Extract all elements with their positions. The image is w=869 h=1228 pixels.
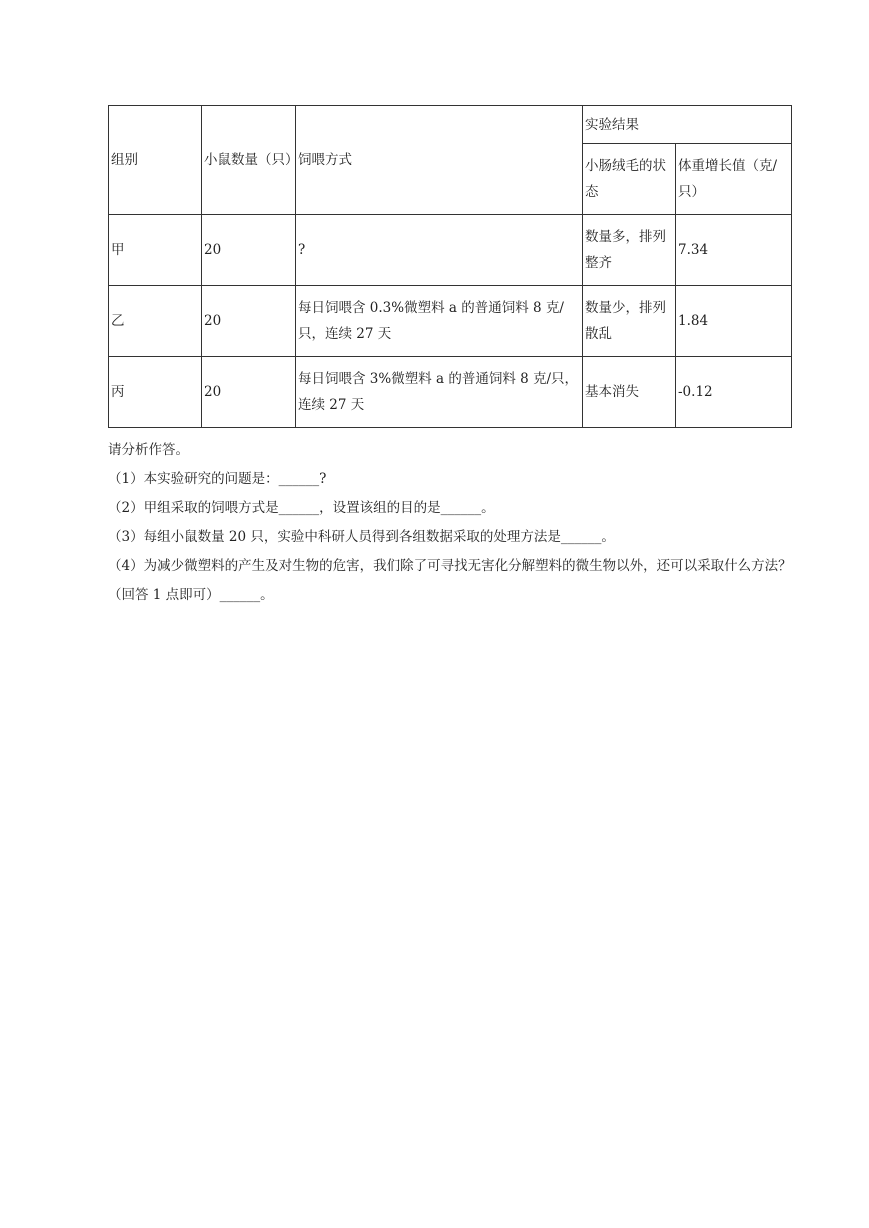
- cell-count: 20: [202, 215, 296, 286]
- cell-villi: 基本消失: [583, 357, 676, 428]
- header-result: 实验结果: [583, 106, 792, 144]
- cell-feeding: 每日饲喂含 0.3%微塑料 a 的普通饲料 8 克/只，连续 27 天: [296, 286, 583, 357]
- table-header-row: [109, 106, 792, 144]
- cell-group: 乙: [109, 286, 202, 357]
- cell-weight: 1.84: [676, 286, 792, 357]
- cell-group: 丙: [109, 357, 202, 428]
- question-4: （4）为减少微塑料的产生及对生物的危害，我们除了可寻找无害化分解塑料的微生物以外，还可以采取什么方法？（回答 1 点即可）______。: [108, 558, 792, 603]
- question-3: （3）每组小鼠数量 20 只，实验中科研人员得到各组数据采取的处理方法是______。: [108, 529, 615, 545]
- header-group: 组别: [109, 106, 202, 215]
- table-row: [109, 357, 792, 428]
- cell-group: 甲: [109, 215, 202, 286]
- cell-weight: -0.12: [676, 357, 792, 428]
- header-mouse-count: 小鼠数量（只）: [202, 106, 296, 215]
- header-weight: 体重增长值（克/只）: [676, 144, 792, 215]
- table-row: [109, 286, 792, 357]
- intro-text: 请分析作答。: [108, 442, 189, 458]
- question-2: （2）甲组采取的饲喂方式是______，设置该组的目的是______。: [108, 500, 495, 516]
- cell-weight: 7.34: [676, 215, 792, 286]
- question-1: （1）本实验研究的问题是：______?: [108, 471, 327, 487]
- experiment-table: [108, 105, 792, 428]
- table-row: [109, 215, 792, 286]
- cell-count: 20: [202, 286, 296, 357]
- cell-villi: 数量多，排列整齐: [583, 215, 676, 286]
- header-villi: 小肠绒毛的状态: [583, 144, 676, 215]
- header-feeding: 饲喂方式: [296, 106, 583, 215]
- cell-feeding: ?: [296, 215, 583, 286]
- cell-feeding: 每日饲喂含 3%微塑料 a 的普通饲料 8 克/只，连续 27 天: [296, 357, 583, 428]
- question-section: [108, 436, 798, 610]
- cell-count: 20: [202, 357, 296, 428]
- cell-villi: 数量少，排列散乱: [583, 286, 676, 357]
